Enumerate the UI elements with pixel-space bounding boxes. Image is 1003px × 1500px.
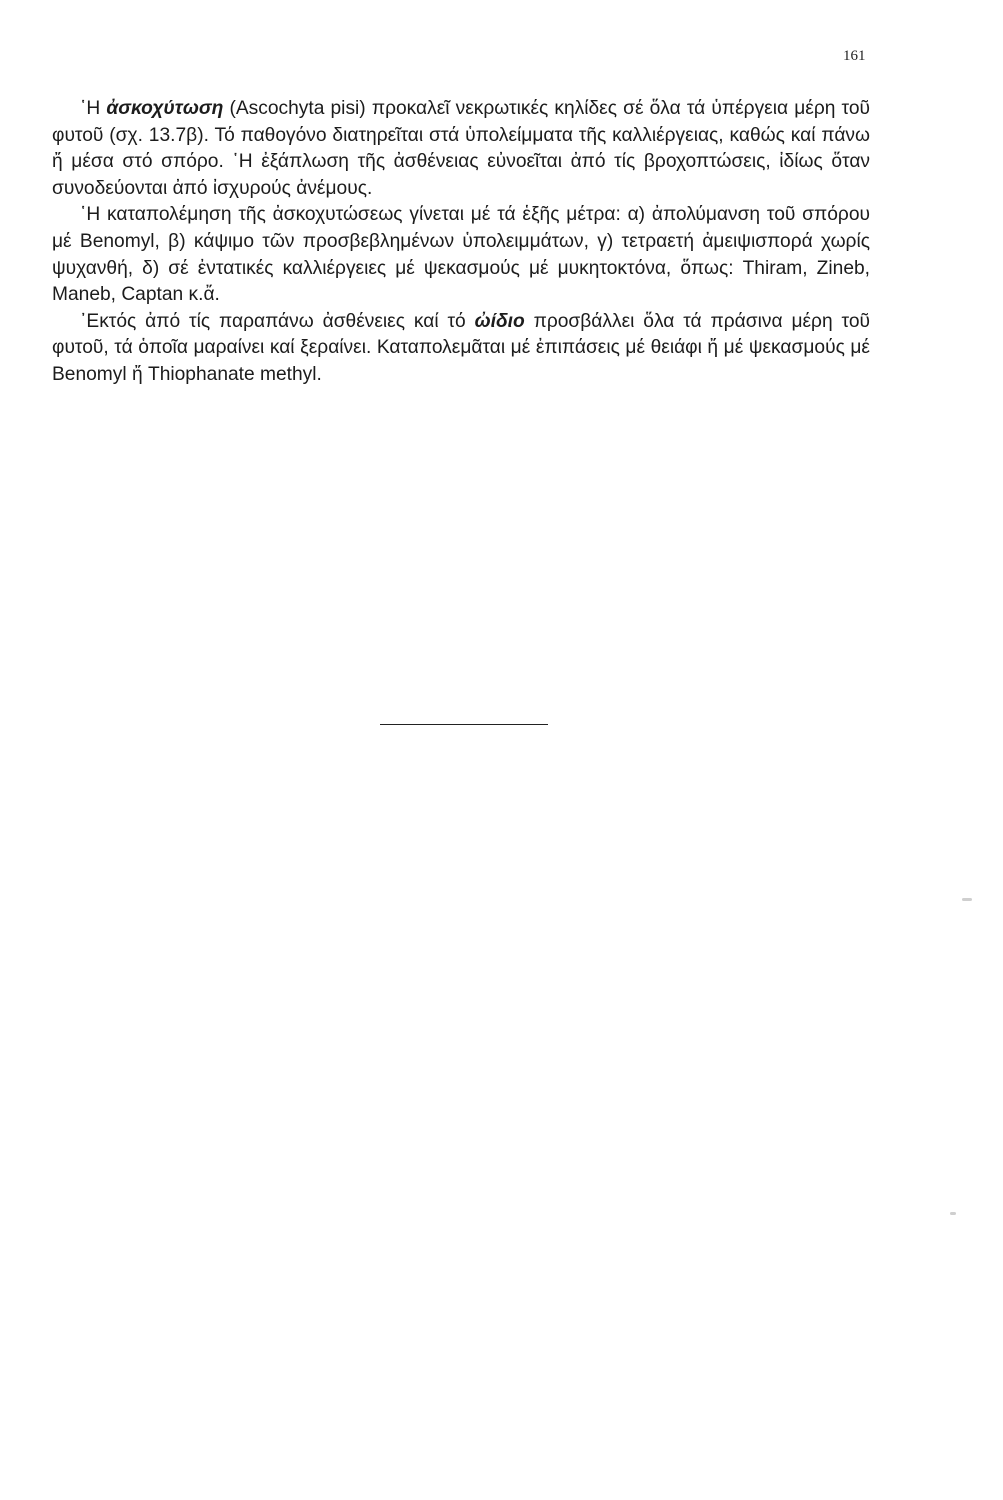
paragraph-text-start: ᾿Εκτός ἀπό τίς παραπάνω ἀσθένειες καί τό [80,310,475,332]
paragraph-text-end: (Ascochyta pisi) προκαλεῖ νεκρωτικές κηλίδες σέ ὅλα τά ὑπέργεια μέρη τοῦ φυτοῦ (σχ. 13.7β). Τό παθογόνο διατηρεῖται στά ὑπολείμματα τῆς καλλιέργειας, καθώς καί πάνω ἤ μέσα στό σπόρο. ῾Η ἐξάπλωση τῆς ἀσθένειας εὐνοεῖται ἀπό τίς βροχοπτώσεις, ἰδίως ὅταν συνοδεύονται ἀπό ἰσχυρούς ἀνέμους. [52,98,871,199]
paragraph-text-end: προσβάλλει ὅλα τά πράσινα μέρη τοῦ φυτοῦ, τά ὁποῖα μαραίνει καί ξεραίνει. Καταπολεμᾶται μέ ἐπιπάσεις μέ θειάφι ἤ μέ ψεκασμούς μέ Benomyl ἤ Thiophanate methyl. [52,310,870,385]
section-divider-rule [380,724,548,725]
paragraph-control-measures [52,202,870,308]
term-powdery-mildew: ὠίδιο [474,310,525,332]
paragraph-text-start: ῾Η [80,98,107,119]
paragraph-powdery-mildew [52,309,870,389]
paragraph-ascochyta [52,96,870,202]
page-number: 161 [843,48,866,64]
paragraph-text-start: ῾Η καταπολέμηση τῆς ἀσκοχυτώσεως γίνεται μέ τά ἑξῆς μέτρα: α) ἀπολύμανση τοῦ σπόρου μέ Benomyl, β) κάψιμο τῶν προσβεβλημένων ὑπολειμμάτων, γ) τετραετή ἀμειψισπορά χωρίς ψυχανθή, δ) σέ ἐντατικές καλλιέργειες μέ ψεκασμούς μέ μυκητοκτόνα, ὅπως: Thiram, Zineb, Maneb, Captan κ.ἄ. [52,204,870,306]
scan-smudge [950,1212,956,1215]
scan-smudge [962,898,972,901]
term-ascochyta: ἀσκοχύτωση [106,98,224,119]
body-text [52,96,870,389]
